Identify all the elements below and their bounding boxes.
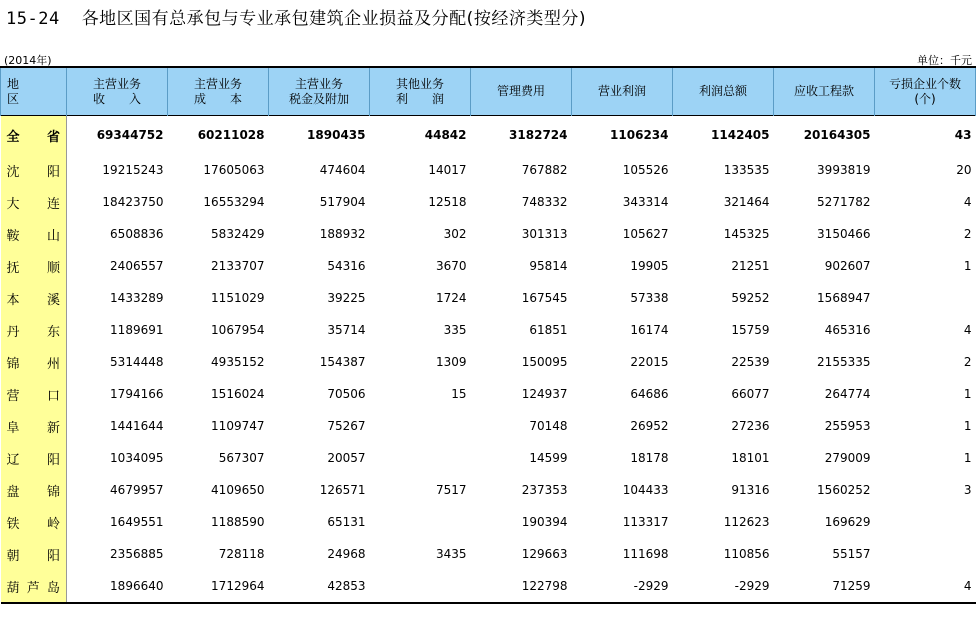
table-cell: [875, 506, 976, 538]
table-cell: [370, 442, 471, 474]
table-cell: 35714: [327, 323, 366, 337]
table-cell: 111698: [622, 547, 669, 561]
table-cell: 18178: [630, 451, 669, 465]
table-cell: 22015: [630, 355, 669, 369]
table-cell: 70148: [529, 419, 568, 433]
table-cell: 7517: [435, 483, 467, 497]
table-cell: 4679957: [110, 483, 164, 497]
table-cell: -2929: [673, 570, 774, 603]
table-cell: 16174: [630, 323, 669, 337]
table-row: [1, 282, 976, 314]
table-cell: 154387: [319, 355, 366, 369]
table-cell: 105526: [622, 163, 669, 177]
region-name: 阜新: [1, 410, 67, 442]
table-cell: 61851: [529, 323, 568, 337]
table-cell: 1724: [435, 291, 467, 305]
table-cell: 64686: [630, 387, 669, 401]
table-cell: 1441644: [110, 419, 164, 433]
table-cell: 1560252: [817, 483, 871, 497]
region-name: 抚顺: [1, 250, 67, 282]
table-cell: 27236: [731, 419, 770, 433]
table-cell: 14599: [529, 451, 568, 465]
table-cell: 1067954: [211, 323, 265, 337]
table-row: [1, 250, 976, 282]
table-cell: 113317: [622, 515, 669, 529]
table-cell: 133535: [723, 163, 770, 177]
table-cell: 18423750: [102, 195, 164, 209]
table-cell: 59252: [731, 291, 770, 305]
table-cell: 126571: [319, 483, 366, 497]
table-cell: 5314448: [110, 355, 164, 369]
table-cell: 21251: [731, 259, 770, 273]
table-cell: 24968: [327, 547, 366, 561]
table-cell: 1896640: [67, 570, 168, 603]
table-title: 各地区国有总承包与专业承包建筑企业损益及分配(按经济类型分): [81, 9, 586, 29]
header-admin-expense: 管理费用: [471, 67, 572, 116]
table-cell: 54316: [327, 259, 366, 273]
table-cell: 20057: [327, 451, 366, 465]
table-cell: 567307: [218, 451, 265, 465]
table-cell: 5832429: [211, 227, 265, 241]
table-cell: 301313: [521, 227, 568, 241]
table-cell: 169629: [824, 515, 871, 529]
table-body: [1, 116, 976, 604]
table-cell: 237353: [521, 483, 568, 497]
header-main-cost: 主营业务 成 本: [168, 67, 269, 116]
table-cell: 1: [963, 387, 972, 401]
table-cell: 465316: [824, 323, 871, 337]
table-cell: 6508836: [110, 227, 164, 241]
region-name: 铁岭: [1, 506, 67, 538]
table-cell: 18101: [731, 451, 770, 465]
table-cell: 279009: [824, 451, 871, 465]
table-cell: 3182724: [509, 128, 568, 142]
table-cell: 2: [963, 227, 972, 241]
table-row: [1, 506, 976, 538]
table-cell: 343314: [622, 195, 669, 209]
unit-note: 单位：千元: [917, 54, 972, 67]
table-cell: 1109747: [211, 419, 265, 433]
region-name: 葫芦岛: [1, 570, 67, 603]
table-row: [1, 474, 976, 506]
region-name: 大连: [1, 186, 67, 218]
table-header: [1, 67, 976, 116]
table-cell: 150095: [521, 355, 568, 369]
table-cell: 517904: [319, 195, 366, 209]
table-cell: 15759: [731, 323, 770, 337]
table-cell: 5271782: [817, 195, 871, 209]
table-row: [1, 346, 976, 378]
table-cell: 22539: [731, 355, 770, 369]
table-number: 15-24: [6, 9, 60, 29]
table-cell: 1151029: [211, 291, 265, 305]
table-cell: 91316: [731, 483, 770, 497]
region-name: 全省: [1, 116, 67, 155]
table-cell: 1516024: [211, 387, 265, 401]
table-cell: 4: [963, 323, 972, 337]
table-cell: 2406557: [110, 259, 164, 273]
region-name: 辽阳: [1, 442, 67, 474]
table-cell: 19215243: [102, 163, 164, 177]
header-operating-profit: 营业利润: [572, 67, 673, 116]
table-cell: 1794166: [110, 387, 164, 401]
table-cell: 335: [443, 323, 467, 337]
table-cell: 3435: [435, 547, 467, 561]
table-row: [1, 186, 976, 218]
table-cell: [370, 410, 471, 442]
table-cell: 321464: [723, 195, 770, 209]
table-cell: 1712964: [168, 570, 269, 603]
table-cell: 4109650: [211, 483, 265, 497]
region-name: 朝阳: [1, 538, 67, 570]
table-cell: 2133707: [211, 259, 265, 273]
table-cell: 104433: [622, 483, 669, 497]
table-cell: 75267: [327, 419, 366, 433]
table-cell: 302: [443, 227, 467, 241]
table-cell: 55157: [832, 547, 871, 561]
table-cell: 57338: [630, 291, 669, 305]
table-cell: 65131: [327, 515, 366, 529]
table-cell: 110856: [723, 547, 770, 561]
table-cell: 1: [963, 419, 972, 433]
table-cell: 1568947: [817, 291, 871, 305]
table-cell: 105627: [622, 227, 669, 241]
table-row: [1, 154, 976, 186]
table-cell: 4: [963, 195, 972, 209]
table-row: [1, 314, 976, 346]
table-row: [1, 538, 976, 570]
region-name: 鞍山: [1, 218, 67, 250]
table-cell: 20164305: [803, 128, 871, 142]
table-cell: 43: [954, 128, 972, 142]
table-cell: [875, 282, 976, 314]
table-cell: 3: [963, 483, 972, 497]
table-cell: 1188590: [211, 515, 265, 529]
table-cell: 1189691: [110, 323, 164, 337]
table-cell: 1034095: [110, 451, 164, 465]
statistics-table: [0, 66, 976, 604]
table-cell: 1142405: [711, 128, 770, 142]
table-cell: 44842: [424, 128, 467, 142]
table-cell: 145325: [723, 227, 770, 241]
header-other-profit: 其他业务 利 润: [370, 67, 471, 116]
table-cell: 2155335: [817, 355, 871, 369]
page-title: [6, 4, 586, 29]
table-cell: 728118: [218, 547, 265, 561]
table-cell: [370, 570, 471, 603]
table-cell: 1: [963, 451, 972, 465]
header-main-tax: 主营业务 税金及附加: [269, 67, 370, 116]
table-cell: 112623: [723, 515, 770, 529]
table-cell: 129663: [521, 547, 568, 561]
table-cell: 264774: [824, 387, 871, 401]
table-row: [1, 570, 976, 603]
table-cell: 26952: [630, 419, 669, 433]
table-cell: 190394: [521, 515, 568, 529]
table-cell: 1649551: [110, 515, 164, 529]
table-row: [1, 378, 976, 410]
table-cell: 42853: [269, 570, 370, 603]
table-cell: 2356885: [110, 547, 164, 561]
table-cell: 4: [875, 570, 976, 603]
table-cell: 188932: [319, 227, 366, 241]
table-cell: 39225: [327, 291, 366, 305]
table-cell: 902607: [824, 259, 871, 273]
header-loss-count: 亏损企业个数 (个): [875, 67, 976, 116]
table-cell: 122798: [471, 570, 572, 603]
table-cell: 167545: [521, 291, 568, 305]
region-name: 盘锦: [1, 474, 67, 506]
table-cell: 71259: [774, 570, 875, 603]
table-cell: 3670: [435, 259, 467, 273]
table-cell: 17605063: [203, 163, 265, 177]
table-cell: 12518: [428, 195, 467, 209]
table-row: [1, 116, 976, 155]
table-cell: 1309: [435, 355, 467, 369]
table-cell: 767882: [521, 163, 568, 177]
table-cell: 19905: [630, 259, 669, 273]
table-cell: 1433289: [110, 291, 164, 305]
table-cell: 70506: [327, 387, 366, 401]
table-cell: 95814: [529, 259, 568, 273]
table-row: [1, 410, 976, 442]
header-region: 地 区: [1, 67, 67, 116]
year-note: (2014年): [4, 54, 52, 67]
table-cell: 60211028: [197, 128, 265, 142]
table-cell: 15: [451, 387, 467, 401]
region-name: 沈阳: [1, 154, 67, 186]
table-cell: 3150466: [817, 227, 871, 241]
header-main-revenue: 主营业务 收 入: [67, 67, 168, 116]
table-cell: 14017: [428, 163, 467, 177]
table-cell: [875, 538, 976, 570]
header-row: [1, 67, 976, 116]
table-row: [1, 218, 976, 250]
header-receivables: 应收工程款: [774, 67, 875, 116]
table-cell: 3993819: [817, 163, 871, 177]
table-cell: 474604: [319, 163, 366, 177]
table-row: [1, 442, 976, 474]
table-cell: 2: [963, 355, 972, 369]
table-cell: 20: [956, 163, 972, 177]
region-name: 本溪: [1, 282, 67, 314]
table-cell: 124937: [521, 387, 568, 401]
table-cell: 16553294: [203, 195, 265, 209]
table-cell: 4935152: [211, 355, 265, 369]
header-total-profit: 利润总额: [673, 67, 774, 116]
table-cell: 748332: [521, 195, 568, 209]
table-cell: 255953: [824, 419, 871, 433]
table-cell: 69344752: [96, 128, 164, 142]
table-cell: [370, 506, 471, 538]
table-cell: 1106234: [610, 128, 669, 142]
region-name: 营口: [1, 378, 67, 410]
table-cell: -2929: [572, 570, 673, 603]
table-cell: 1890435: [307, 128, 366, 142]
table-cell: 1: [963, 259, 972, 273]
region-name: 锦州: [1, 346, 67, 378]
table-cell: 66077: [731, 387, 770, 401]
region-name: 丹东: [1, 314, 67, 346]
